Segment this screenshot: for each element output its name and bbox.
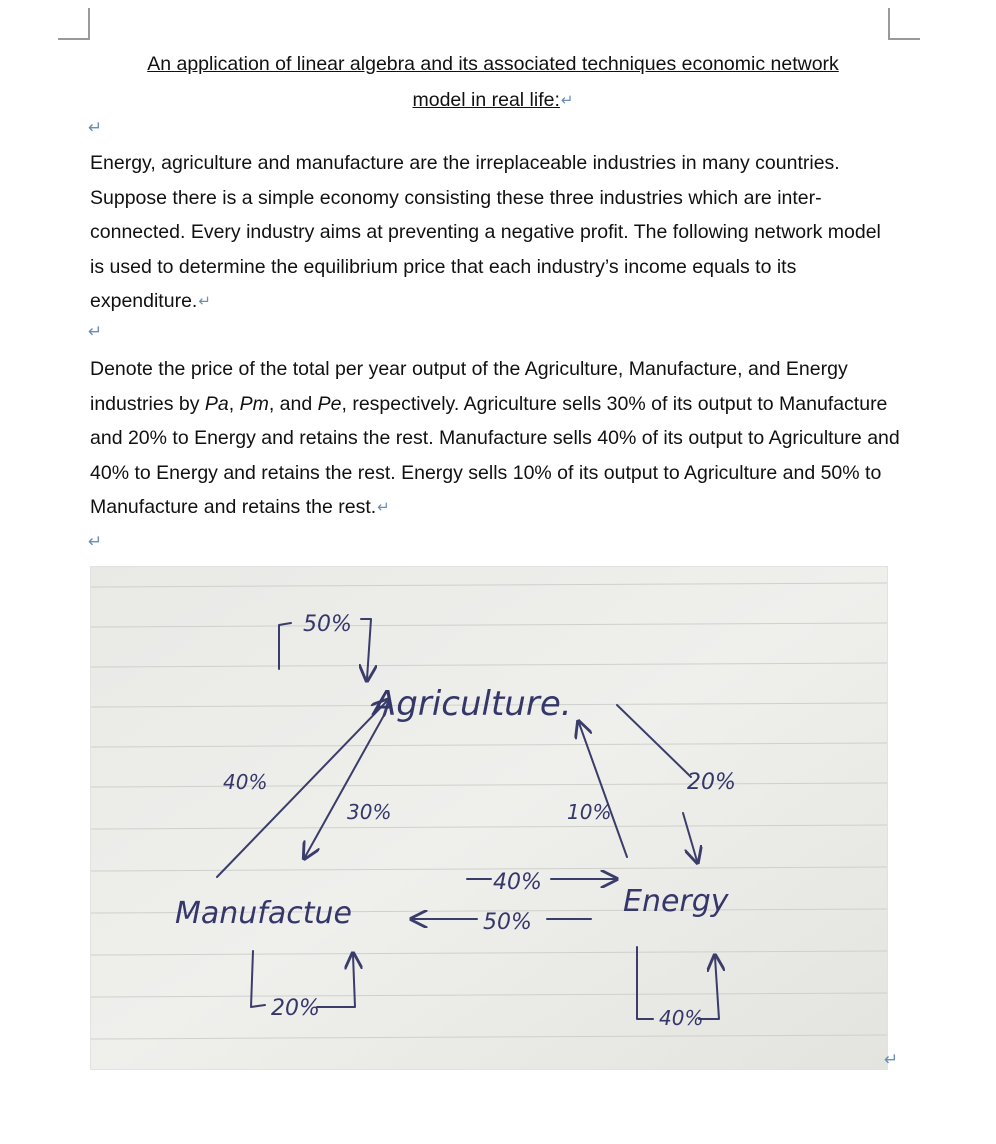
energy-node: Energy <box>623 884 729 919</box>
label-agri-to-manu: 30% <box>347 800 392 824</box>
price-pa: Pa <box>204 392 229 415</box>
paragraph-mark-icon: ↵ <box>377 498 390 516</box>
paragraph-mark-icon: ↵ <box>560 91 574 109</box>
model-text-1: Denote the price of the total per year output of the Agriculture, Manufacture, and Energy industries by <box>90 358 848 415</box>
label-manu-self: 20% <box>271 996 320 1021</box>
manufacture-node: Manufactue <box>175 896 352 931</box>
paragraph-mark-icon: ↵ <box>884 1050 899 1069</box>
crop-mark-top-left <box>58 8 90 40</box>
paragraph-mark-icon: ↵ <box>198 292 211 310</box>
model-text-2: , respectively. Agriculture sells 30% of its output to Manufacture and 20% to Energy and retains the rest. Manufacture sells 40% of its output to Agriculture and 40% to Energy and retains the rest. Energy sells 10% of its output to Agriculture and 50% to Manufacture and retains the rest. <box>90 392 900 518</box>
document-title <box>90 46 896 119</box>
title-line-1: An application of linear algebra and its associated techniques economic network <box>147 53 839 75</box>
paragraph-mark-icon: ↵ <box>88 532 103 551</box>
label-agri-self: 50% <box>303 612 352 637</box>
label-energy-self: 40% <box>659 1006 704 1030</box>
intro-paragraph <box>90 146 900 319</box>
label-manu-to-agri: 40% <box>223 770 268 794</box>
label-manu-to-energy: 40% <box>493 870 542 895</box>
label-agri-to-energy: 20% <box>687 770 736 795</box>
label-energy-to-agri: 10% <box>567 800 612 824</box>
model-sep-1: , <box>228 392 240 415</box>
model-sep-2: , and <box>268 392 318 415</box>
title-line-2: model in real life: <box>412 89 560 111</box>
network-diagram <box>91 567 887 1069</box>
agriculture-node: Agriculture. <box>373 684 572 724</box>
label-energy-to-manu: 50% <box>483 910 532 935</box>
price-pm: Pm <box>239 392 269 415</box>
price-pe: Pe <box>317 392 342 415</box>
crop-mark-top-right <box>888 8 920 40</box>
paragraph-mark-icon: ↵ <box>88 322 103 341</box>
model-paragraph <box>90 352 900 525</box>
paragraph-mark-icon: ↵ <box>88 118 103 137</box>
network-diagram-photo <box>90 566 888 1070</box>
intro-paragraph-text: Energy, agriculture and manufacture are the irreplaceable industries in many countries. Suppose there is a simple economy consisting these three industries which are inter-connected. Every industry aims at preventing a negative profit. The following network model is used to determine the equilibrium price that each industry’s income equals to its expenditure. <box>90 152 881 312</box>
